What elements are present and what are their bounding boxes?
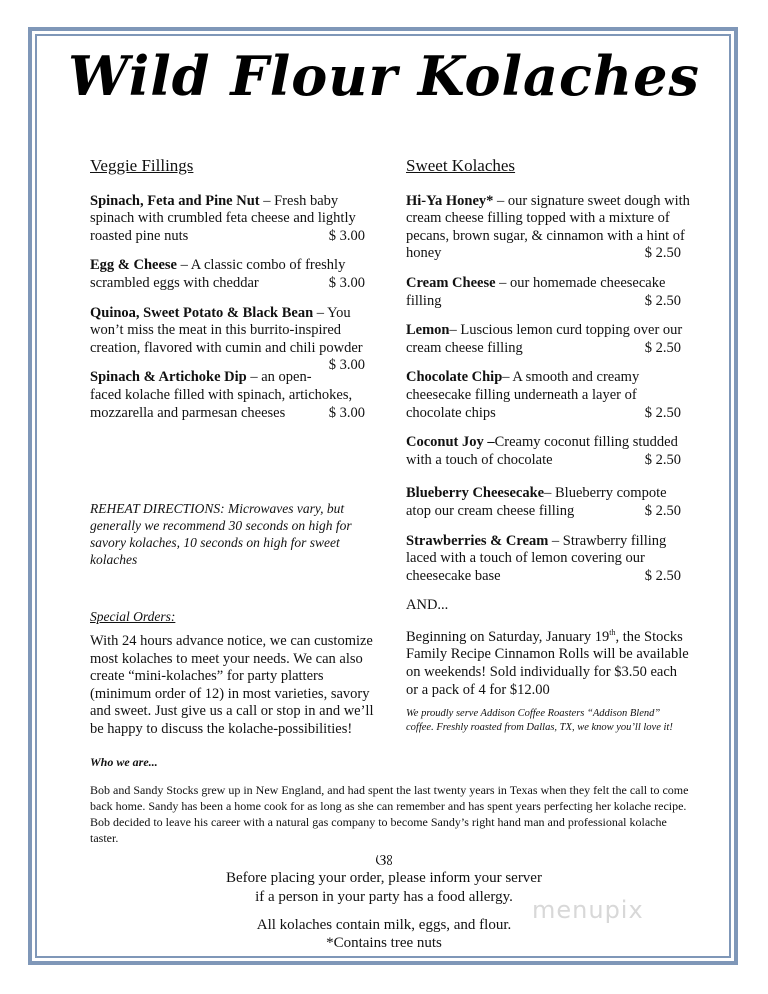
veggie-item — [90, 304, 375, 374]
allergy-line: Before placing your order, please inform your server — [226, 870, 542, 886]
item-price: $ 2.50 — [644, 292, 681, 309]
item-name: Coconut Joy – — [406, 434, 495, 451]
ornament-icon: ଓଃ — [375, 850, 393, 869]
item-name: Hi-Ya Honey* — [406, 192, 494, 209]
who-we-are-heading: Who we are... — [90, 755, 158, 769]
item-name: Spinach & Artichoke Dip — [90, 369, 247, 386]
item-desc: – A classic combo of freshly scrambled eggs with cheddar — [90, 257, 346, 291]
item-name: Cream Cheese — [406, 274, 496, 291]
sweet-section — [406, 157, 691, 597]
who-we-are-body: Bob and Sandy Stocks grew up in New England, and had spent the last twenty years in Texas when they felt the call to come back home. Sandy has been a home cook for as long as she can remember and has spent years perfecting her kolache recipe. Bob decided to leave his career with a natural gas company to become Sandy’s right hand man and professional kolache taster. — [90, 783, 689, 845]
item-name: Lemon — [406, 322, 450, 339]
allergy-line: if a person in your party has a food allergy. — [255, 888, 513, 905]
sweet-item — [406, 193, 691, 263]
item-desc: – our homemade cheesecake filling — [406, 274, 666, 309]
item-price: $ 3.00 — [328, 404, 365, 421]
menu-title: Wild Flour Kolaches — [68, 44, 700, 108]
item-desc: – A smooth and creamy cheesecake filling underneath a layer of chocolate chips — [406, 369, 640, 421]
veggie-section — [90, 157, 375, 434]
item-price: $ 2.50 — [644, 404, 681, 421]
veggie-item — [90, 369, 375, 422]
item-desc: – an open-faced kolache filled with spinach, artichokes, mozzarella and parmesan cheeses — [90, 369, 353, 421]
allergy-notice — [0, 869, 768, 906]
item-desc: – Fresh baby spinach with crumbled feta cheese and lightly roasted pine nuts — [90, 192, 356, 244]
watermark-logo: menupix — [532, 896, 644, 924]
reheat-directions: REHEAT DIRECTIONS: Microwaves vary, but generally we recommend 30 seconds on high for savory kolaches, 10 seconds on high for sweet kolaches — [90, 501, 352, 567]
special-orders-heading: Special Orders: — [90, 609, 176, 624]
item-desc: – Strawberry filling laced with a touch of lemon covering our cheesecake base — [406, 532, 667, 584]
date-suffix: th — [609, 628, 616, 637]
item-price: $ 2.50 — [644, 339, 681, 356]
sweet-item — [406, 533, 691, 586]
cinnamon-roll-announcement — [406, 624, 691, 699]
item-desc: – our signature sweet dough with cream cheese filling topped with a mixture of pecans, brown sugar, & cinnamon with a hint of honey — [406, 192, 690, 262]
item-price: $ 2.50 — [644, 502, 681, 519]
cinnamon-text-after: , the Stocks Family Recipe Cinnamon Rolls will be available on weekends! Sold individually for $3.50 each or a pack of 4 for $12.00 — [406, 628, 689, 698]
item-name: Egg & Cheese — [90, 257, 177, 274]
item-name: Chocolate Chip — [406, 369, 503, 386]
sweet-item — [406, 485, 691, 520]
veggie-heading: Veggie Fillings — [90, 156, 194, 175]
item-name: Strawberries & Cream — [406, 532, 549, 549]
item-name: Blueberry Cheesecake — [406, 485, 545, 502]
sweet-item — [406, 434, 691, 469]
item-desc: – Blueberry compote atop our cream cheese filling — [406, 485, 667, 519]
sweet-item — [406, 369, 691, 422]
item-desc: Creamy coconut filling studded with a touch of chocolate — [406, 434, 678, 468]
coffee-note: We proudly serve Addison Coffee Roasters “Addison Blend” coffee. Freshly roasted from Dallas, TX, we know you’ll love it! — [406, 708, 673, 733]
special-orders-body: With 24 hours advance notice, we can customize most kolaches to meet your needs. We can also create “mini-kolaches” for party platters (minimum order of 12) in most varieties, savory and sweet. Just give us a call or stop in and we’ll be happy to discuss the kolache-possibilities! — [90, 633, 374, 737]
contains-line: *Contains tree nuts — [326, 935, 442, 951]
item-name: Quinoa, Sweet Potato & Black Bean — [90, 304, 314, 321]
item-desc: – Luscious lemon curd topping over our cream cheese filling — [406, 322, 683, 356]
veggie-item — [90, 257, 375, 292]
cinnamon-text-before: Beginning on Saturday, January 19 — [406, 628, 610, 645]
sweet-heading: Sweet Kolaches — [406, 156, 516, 175]
sweet-item — [406, 322, 691, 357]
contains-notice — [0, 916, 768, 952]
veggie-item — [90, 193, 375, 246]
item-price: $ 3.00 — [328, 227, 365, 244]
item-price: $ 3.00 — [328, 357, 365, 374]
item-price: $ 2.50 — [644, 567, 681, 584]
sweet-item — [406, 275, 691, 310]
item-desc: – You won’t miss the meat in this burrito-inspired creation, flavored with cumin and chili powder — [90, 304, 363, 356]
and-text: AND... — [406, 597, 449, 613]
item-price: $ 2.50 — [644, 245, 681, 262]
item-price: $ 3.00 — [328, 274, 365, 291]
item-name: Spinach, Feta and Pine Nut — [90, 192, 260, 209]
item-price: $ 2.50 — [644, 451, 681, 468]
contains-line: All kolaches contain milk, eggs, and flour. — [256, 917, 512, 933]
